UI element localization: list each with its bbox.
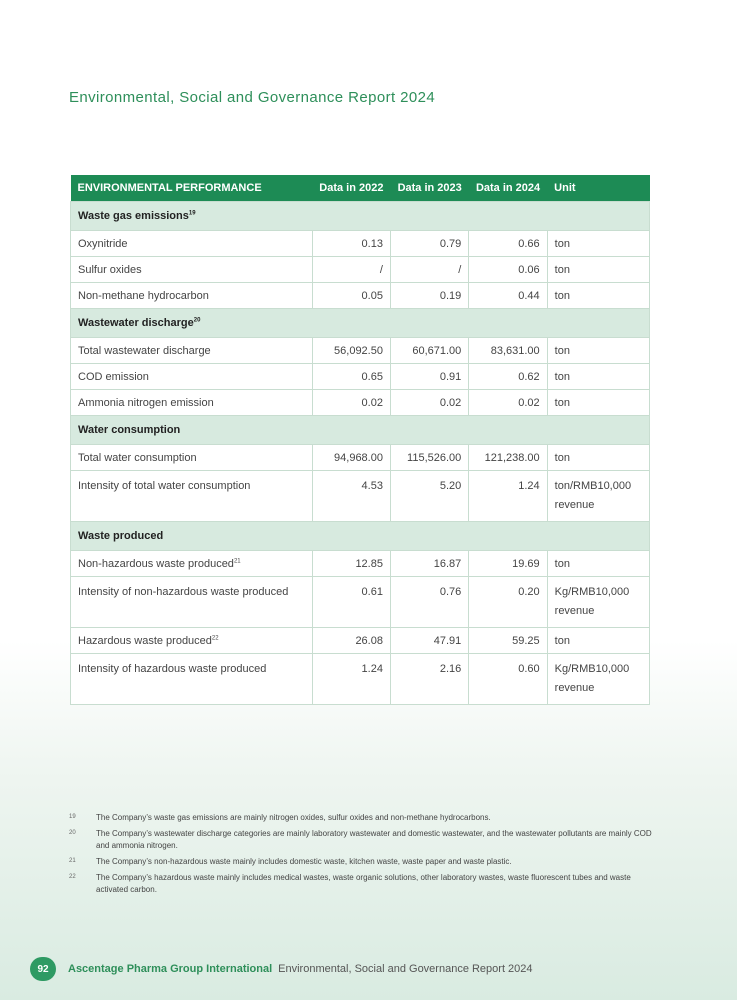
- unit-cell: [547, 577, 649, 628]
- row-label-text: Intensity of total water consumption: [78, 480, 251, 492]
- footnote: [69, 872, 654, 896]
- row-label: [71, 257, 313, 283]
- footnote-ref: 19: [188, 210, 196, 217]
- row-label: [71, 364, 313, 390]
- section-title: [71, 522, 650, 551]
- table-header-row: [71, 175, 650, 202]
- section-title-text: Water consumption: [78, 424, 181, 436]
- section-title-text: Wastewater discharge: [78, 317, 194, 329]
- footer-report-title: Environmental, Social and Governance Report 2024: [278, 963, 533, 975]
- footnote: [69, 812, 654, 824]
- value-2024: 0.66: [469, 231, 547, 257]
- row-label: [71, 577, 313, 628]
- unit-text: ton: [554, 396, 570, 409]
- footer-company-name: Ascentage Pharma Group International: [68, 963, 273, 975]
- section-title: [71, 309, 650, 338]
- footnote-text: The Company’s waste gas emissions are mainly nitrogen oxides, sulfur oxides and non-methane hydrocarbons.: [96, 813, 491, 822]
- row-label: [71, 338, 313, 364]
- value-2023: 0.02: [390, 390, 468, 416]
- unit-text: Kg/RMB10,000: [554, 586, 630, 598]
- unit-text-line2: revenue: [554, 499, 595, 511]
- value-2022: 4.53: [312, 471, 390, 522]
- section-title: [71, 416, 650, 445]
- section-row: [71, 309, 650, 338]
- value-2022: 1.24: [312, 654, 390, 705]
- footnote-ref: 22: [211, 634, 219, 641]
- unit-text: ton: [554, 370, 570, 383]
- section-title-text: Waste produced: [78, 530, 164, 542]
- row-label-text: Non-methane hydrocarbon: [78, 289, 209, 302]
- unit-cell: [547, 364, 649, 390]
- value-2024: 19.69: [469, 551, 547, 577]
- table-row: [71, 283, 650, 309]
- section-title: [71, 202, 650, 231]
- row-label: [71, 231, 313, 257]
- value-2022: 0.61: [312, 577, 390, 628]
- value-2023: 0.91: [390, 364, 468, 390]
- section-row: [71, 416, 650, 445]
- value-2024: 0.02: [469, 390, 547, 416]
- row-label-text: COD emission: [78, 370, 149, 383]
- value-2023: 0.79: [390, 231, 468, 257]
- value-2022: 56,092.50: [312, 338, 390, 364]
- value-2023: /: [390, 257, 468, 283]
- row-label: [71, 628, 313, 654]
- table-row: [71, 338, 650, 364]
- value-2022: 0.13: [312, 231, 390, 257]
- footnote-ref: 21: [233, 557, 241, 564]
- page-number-badge: 92: [30, 957, 56, 981]
- footnotes: [69, 812, 654, 900]
- value-2023: 0.19: [390, 283, 468, 309]
- value-2023: 16.87: [390, 551, 468, 577]
- value-2024: 0.62: [469, 364, 547, 390]
- table-row: [71, 364, 650, 390]
- unit-cell: [547, 231, 649, 257]
- table-row: [71, 654, 650, 705]
- row-label: [71, 551, 313, 577]
- unit-cell: [547, 471, 649, 522]
- unit-cell: [547, 338, 649, 364]
- value-2024: 1.24: [469, 471, 547, 522]
- value-2022: 0.02: [312, 390, 390, 416]
- footnote-number: 22: [69, 874, 76, 880]
- value-2022: /: [312, 257, 390, 283]
- value-2024: 0.60: [469, 654, 547, 705]
- footnote-text: The Company’s wastewater discharge categories are mainly laboratory wastewater and domestic wastewater, and the wastewater pollutants are mainly COD and ammonia nitrogen.: [96, 829, 652, 850]
- page-footer: [30, 957, 533, 981]
- unit-cell: [547, 257, 649, 283]
- value-2023: 115,526.00: [390, 445, 468, 471]
- value-2023: 5.20: [390, 471, 468, 522]
- section-row: [71, 522, 650, 551]
- row-label: [71, 390, 313, 416]
- row-label: [71, 283, 313, 309]
- row-label: [71, 654, 313, 705]
- table-row: [71, 471, 650, 522]
- table-row: [71, 551, 650, 577]
- table-row: [71, 445, 650, 471]
- table-row: [71, 257, 650, 283]
- footnote-number: 21: [69, 858, 76, 864]
- unit-text: ton: [554, 263, 570, 276]
- value-2022: 26.08: [312, 628, 390, 654]
- footnote: [69, 828, 654, 852]
- unit-text: Kg/RMB10,000: [554, 663, 630, 675]
- header-environmental-performance: ENVIRONMENTAL PERFORMANCE: [71, 175, 313, 202]
- unit-text: ton: [554, 451, 570, 464]
- value-2022: 12.85: [312, 551, 390, 577]
- unit-cell: [547, 628, 649, 654]
- value-2024: 0.06: [469, 257, 547, 283]
- footnote-number: 19: [69, 814, 76, 820]
- row-label-text: Intensity of hazardous waste produced: [78, 663, 267, 675]
- unit-text: ton: [554, 634, 570, 647]
- value-2022: 0.65: [312, 364, 390, 390]
- unit-cell: [547, 654, 649, 705]
- row-label-text: Ammonia nitrogen emission: [78, 396, 214, 409]
- unit-text: ton: [554, 344, 570, 357]
- environmental-performance-table: [70, 175, 650, 705]
- unit-text: ton/RMB10,000: [554, 480, 632, 492]
- row-label: [71, 445, 313, 471]
- table-row: [71, 628, 650, 654]
- table-row: [71, 390, 650, 416]
- value-2023: 47.91: [390, 628, 468, 654]
- header-data-2024: Data in 2024: [469, 175, 547, 202]
- unit-cell: [547, 390, 649, 416]
- value-2022: 0.05: [312, 283, 390, 309]
- value-2024: 0.44: [469, 283, 547, 309]
- unit-text: ton: [554, 237, 570, 250]
- value-2024: 83,631.00: [469, 338, 547, 364]
- header-unit: Unit: [547, 175, 649, 202]
- unit-cell: [547, 283, 649, 309]
- value-2023: 60,671.00: [390, 338, 468, 364]
- row-label-text: Hazardous waste produced: [78, 634, 212, 647]
- row-label-text: Intensity of non-hazardous waste produced: [78, 586, 289, 598]
- value-2024: 59.25: [469, 628, 547, 654]
- unit-text: ton: [554, 289, 570, 302]
- value-2023: 2.16: [390, 654, 468, 705]
- row-label-text: Total water consumption: [78, 451, 197, 464]
- value-2024: 121,238.00: [469, 445, 547, 471]
- unit-text: ton: [554, 557, 570, 570]
- row-label-text: Oxynitride: [78, 237, 128, 250]
- page-header-title: Environmental, Social and Governance Report 2024: [69, 89, 436, 106]
- unit-cell: [547, 445, 649, 471]
- footnote-text: The Company’s hazardous waste mainly includes medical wastes, waste organic solutions, other laboratory wastes, waste fluorescent tubes and waste activated carbon.: [96, 873, 631, 894]
- unit-text-line2: revenue: [554, 682, 595, 694]
- value-2024: 0.20: [469, 577, 547, 628]
- section-title-text: Waste gas emissions: [78, 210, 189, 222]
- table-row: [71, 231, 650, 257]
- table-body: [71, 202, 650, 705]
- section-row: [71, 202, 650, 231]
- row-label: [71, 471, 313, 522]
- header-data-2022: Data in 2022: [312, 175, 390, 202]
- value-2022: 94,968.00: [312, 445, 390, 471]
- row-label-text: Non-hazardous waste produced: [78, 557, 234, 570]
- footnote: [69, 856, 654, 868]
- footnote-ref: 20: [193, 317, 201, 324]
- row-label-text: Total wastewater discharge: [78, 344, 211, 357]
- unit-cell: [547, 551, 649, 577]
- row-label-text: Sulfur oxides: [78, 263, 142, 276]
- table-row: [71, 577, 650, 628]
- value-2023: 0.76: [390, 577, 468, 628]
- footnote-number: 20: [69, 830, 76, 836]
- unit-text-line2: revenue: [554, 605, 595, 617]
- footnote-text: The Company’s non-hazardous waste mainly includes domestic waste, kitchen waste, waste paper and waste plastic.: [96, 857, 512, 866]
- header-data-2023: Data in 2023: [390, 175, 468, 202]
